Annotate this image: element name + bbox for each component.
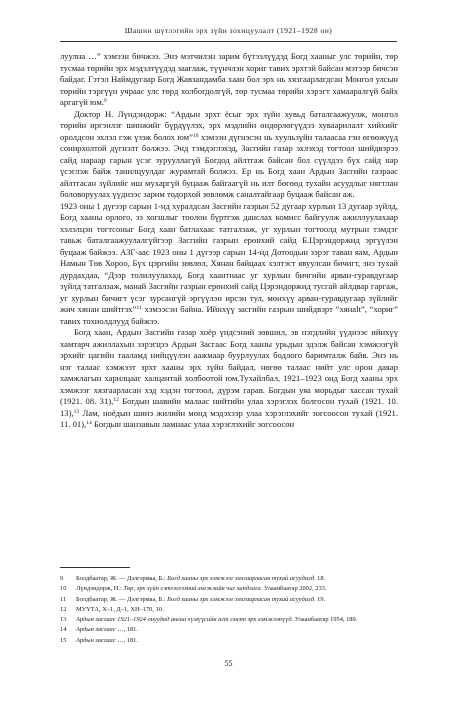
footnote-ref[interactable]: 9 — [103, 98, 107, 104]
paragraph-text: Доктор Н. Лүндэндорж: “Ардын эрхт ёсыг эрх зүйн хувьд баталгаажуулж, монгол төрийн иргэнлэг шинжийг бүрдүүлэх, эрх мэдлийн өндөрлөгүүдээ хуваарилалт хийхийг оролдсон эхлэл гэж үзэж болох юм” — [60, 108, 398, 142]
paragraph-2 — [60, 109, 398, 201]
footnote: 11 Болдбаатар, Ж. — Дэлгэрмаа, Б.: Богд хааны эрх хэмжээг хязгаарласан тухай асуудалд. 19. — [60, 595, 398, 605]
footnote: 14 Ардын засгаас …, 181. — [60, 625, 398, 635]
footnotes — [60, 574, 398, 646]
paragraph-4 — [60, 327, 398, 431]
main-text — [60, 51, 398, 431]
footnote: 9 Болдбаатар, Ж. — Дэлгэрмаа, Б.: Богд хааны эрх хэмжээг хязгаарласан тухай асуудалд. 18. — [60, 574, 398, 584]
footnote: 12 МУҮТА, Х–1, Д–1, ХН–170, 10. — [60, 605, 398, 615]
footnote-ref[interactable]: 12 — [113, 397, 119, 403]
paragraph-text: Богд хаан, Ардын Засгийн газар хоёр үндсэний зөвшил, эв нэгдлийн үүднээс ийнхүү хамтарч ажиллахын зэрэгцээ Ардын Засгаас Богд хааны урьдын эдэлж байсан хэмжээгүй эрхийг цагийн тааламд нийцүүлэн аажмаар буурлуулах бодлого баримталж байв. Энэ нь нэг талаас хэмжээт эрхт хааны эрх зүйн байдал, нөгөө талаас нийт улс орон даяар хамжлагын харилцааг халцантай холбоотой юм.Тухайлбал, 1921–1923 онд Богд хааны эрх хэмжээг хязгаарласан хэд хэдэн тогтоол, дүрэм гарав. Богдын уяа морьдыг хассан тухай (1921. 08. 31), — [60, 327, 398, 406]
footnote-number: 10 — [60, 585, 67, 593]
footnote-number: 15 — [60, 636, 67, 644]
footnote-ref[interactable]: 10 — [192, 132, 199, 139]
paragraph-3 — [60, 201, 398, 328]
footnote-ref[interactable]: 14 — [86, 420, 92, 426]
paragraph-text-continued: хэмээн дүгнэсэн нь хуульзүйн талаасаа гэн өгөөжүүд сонирхолтой дүгнэлт болжээ. Энд тэмдэглэхэд, Засгийн газар эхлэхэд тогтоол шийдвэрээ сайд нараар гарын үсэг зурууллагүй Богдод айлтгаж байсан бол сүүлдээ бүх сайд нар үсэглэж байж танилцуулдаг журамтай болжээ. Ер нь Богд хаан Ардын Засгийн газрааc айлтгасан зүйлийг иш мухаргүй буцааж байгаагүй нь илт бөгөөд тухайн асуудлыг нягтлан боловоруулах үүднээс зарим тодорхой зөвлөмж саналтайгаар буцааж байсан аж. — [60, 131, 398, 199]
footnote-ref[interactable]: 11 — [136, 305, 142, 311]
paragraph-text-continued: хэмээсэн байна. Ийнхүү засгийн газрын шийдвэрт “хянаlt”, “хориг” тавих тохиолдлууд байжээ. — [60, 304, 398, 326]
paragraph-text: луулна …” хэмээн бичжээ. Энэ мэтчилэн зарим бүтээлүүдэд Богд хааныг улс төрийн, төр тусмаа төрийн эрх мэдэлтүүдэд зааглаж, түүнчлэн хориг тавих эрхтэй байсан мэтээр бичсэн байдаг. Гэтэл Наймдугаар Богд Жавзандамба хаан бол эрх нь хязгаарлагдсан Монгол улсын төрийн тэргүүн учраас улс төрд холбогдолгүй, төр тусмаа төрийн хэрэгт хамааралгүй байх аргагүй юм. — [60, 51, 398, 107]
footnote-number: 11 — [60, 595, 67, 603]
paragraph-text: 1923 оны 1 дүгээр сарын 1-нд хуралдсан Засгийн газрын 52 дугаар хурлын 13 дугаар зүйлд, Богд хааны орлого, зэ хогшлыг тоолон бүртгэж данслах комисс байгуулж ажиллуулахаар хэлэлцэн тогтсоныг Богд хаан батлахаас татгалзаж, уг хурлын тогтоолд мутрын тэмдэг тавьж баталгаажуулалгүйгээр Засгийн газрын ерөнхий сайд Б.Цэрэндоржид эргүүлэн буцааж байжээ. АЗГ-аас 1923 оны 1 дүгээр сарын 14-нд Дотоодын зэрэг таван яам, Ардын Намын Төв Хороо, Бүх цэргийн зөвлөл, Хянан байцаах хэлтэст явуулсан бичигт, энэ тухай дурдахдаа, “Дээр толилуулахад, Богд хаантнаас уг хурлын бичгийн арван-гуравдугаар зүйлд татгалзаж, манай Засгийн газрын ерөнхий сайд Цэрэндоржид тусгай айлдвар гаргаж, уг хурлын бичигт үсэг зурсангүй эргүүлэн ирсэн тул, мөнхүү арван-гуравдугаар зүйлийг жич хянан шийтгэх” — [60, 200, 398, 314]
footnote: 10 Лүндэндорж, Н.: Төр, эрх зүйн сэтгэлгээний хөгжлийн чиг хандлага. Улаанбаатар 2002, 233. — [60, 584, 398, 594]
footnote-rule — [60, 567, 130, 568]
paragraph-text-continued: Лам, ноёдын шинэ жилийн мөнд мэдэхээр улаа хэрэглэхийг зогсоосон тухай (1921. 11. 01), — [60, 407, 398, 429]
footnote-number: 12 — [60, 605, 67, 613]
footnote-number: 14 — [60, 626, 67, 634]
paragraph-1 — [60, 51, 398, 109]
paragraph-text-continued: Богдын шанзавын ламнаас улаа хэрэглэхийг зогсоосон — [93, 419, 295, 429]
footnote-ref[interactable]: 13 — [73, 408, 80, 415]
header-rule — [60, 41, 397, 42]
footnote-number: 9 — [60, 575, 64, 582]
footnote: 13 Ардын засгаас 1921–1924 онуудад ангаа хүмүүсийн агт гэнэт эрх хэмжээнүүд. Улаанбаатар 1954, 180. — [60, 615, 398, 625]
paragraph-text-continued: Богдын шавийн малаас нийтийн улаа хэрэглэх болгосон тухай (1921. 10. 13), — [60, 396, 399, 418]
footnote-number: 13 — [60, 616, 67, 624]
footnote: 15 Ардын засгаас …, 181. — [60, 636, 398, 646]
running-header: Шашин шүтлэгийн эрх зүйн зохицуулалт (1921–1928 он) — [124, 26, 333, 35]
page-number: 55 — [224, 659, 233, 668]
